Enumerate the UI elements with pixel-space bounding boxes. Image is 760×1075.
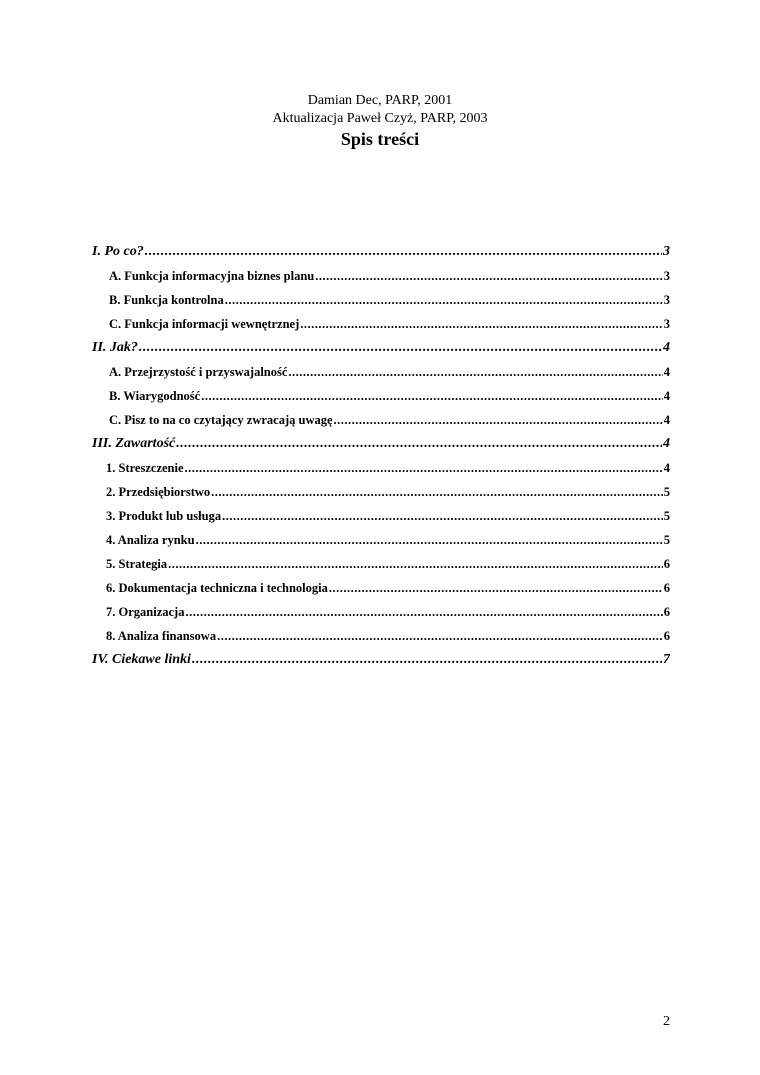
toc-entry[interactable] [92, 552, 670, 576]
toc-entry[interactable] [92, 264, 670, 288]
toc-dot-leader [225, 288, 663, 312]
toc-dot-leader [185, 600, 662, 624]
table-of-contents [92, 240, 670, 672]
toc-dot-leader [217, 624, 663, 648]
toc-dot-leader [201, 384, 663, 408]
toc-entry-page: 3 [663, 269, 670, 283]
toc-entry-label: 2. Przedsiębiorstwo [106, 485, 211, 499]
toc-entry-label: B. Funkcja kontrolna [109, 293, 224, 307]
toc-dot-leader [329, 576, 663, 600]
toc-dot-leader [222, 504, 663, 528]
toc-entry-label: C. Funkcja informacji wewnętrznej [109, 317, 300, 331]
toc-dot-leader [139, 336, 662, 360]
toc-entry-page: 4 [663, 365, 670, 379]
toc-entry-page: 5 [663, 533, 670, 547]
toc-entry[interactable] [92, 576, 670, 600]
toc-entry[interactable] [92, 312, 670, 336]
toc-entry[interactable] [92, 288, 670, 312]
toc-entry-page: 4 [663, 413, 670, 427]
page-number: 2 [663, 1014, 670, 1029]
toc-dot-leader [168, 552, 663, 576]
toc-entry[interactable] [92, 240, 670, 264]
toc-entry[interactable] [92, 384, 670, 408]
toc-entry-page: 6 [663, 557, 670, 571]
toc-entry-page: 6 [663, 629, 670, 643]
toc-entry-label: 1. Streszczenie [106, 461, 184, 475]
toc-entry-page: 5 [663, 485, 670, 499]
toc-entry-label: C. Pisz to na co czytający zwracają uwagę [109, 413, 333, 427]
toc-dot-leader [196, 528, 663, 552]
document-header [0, 92, 760, 150]
toc-entry[interactable] [92, 480, 670, 504]
toc-dot-leader [176, 432, 662, 456]
toc-entry[interactable] [92, 456, 670, 480]
toc-entry-page: 4 [663, 389, 670, 403]
toc-entry-label: B. Wiarygodność [109, 389, 201, 403]
toc-entry-page: 4 [663, 461, 670, 475]
toc-entry-label: A. Przejrzystość i przyswajalność [109, 365, 288, 379]
toc-dot-leader [211, 480, 663, 504]
toc-entry-page: 3 [663, 244, 670, 259]
toc-entry-label: II. Jak? [92, 340, 138, 355]
toc-entry-label: 4. Analiza rynku [106, 533, 195, 547]
toc-entry-label: 6. Dokumentacja techniczna i technologia [106, 581, 328, 595]
toc-entry[interactable] [92, 432, 670, 456]
toc-entry-label: I. Po co? [92, 244, 144, 259]
toc-entry-page: 7 [663, 652, 670, 667]
toc-entry[interactable] [92, 504, 670, 528]
toc-entry-label: IV. Ciekawe linki [92, 652, 191, 667]
toc-entry-page: 4 [663, 340, 670, 355]
toc-entry-page: 3 [663, 317, 670, 331]
toc-dot-leader [288, 360, 662, 384]
page-title: Spis treści [340, 129, 420, 149]
toc-dot-leader [192, 648, 662, 672]
toc-entry-label: 5. Strategia [106, 557, 168, 571]
toc-entry-label: 8. Analiza finansowa [106, 629, 217, 643]
toc-entry[interactable] [92, 360, 670, 384]
toc-entry-label: 7. Organizacja [106, 605, 185, 619]
toc-entry-label: 3. Produkt lub usługa [106, 509, 222, 523]
toc-entry[interactable] [92, 624, 670, 648]
toc-entry-page: 6 [663, 581, 670, 595]
toc-entry-page: 5 [663, 509, 670, 523]
toc-dot-leader [300, 312, 663, 336]
author-line: Damian Dec, PARP, 2001 [307, 93, 453, 108]
toc-entry-page: 4 [663, 436, 670, 451]
toc-entry[interactable] [92, 528, 670, 552]
toc-dot-leader [185, 456, 663, 480]
toc-dot-leader [145, 240, 662, 264]
toc-entry[interactable] [92, 600, 670, 624]
toc-entry-page: 3 [663, 293, 670, 307]
toc-entry-page: 6 [663, 605, 670, 619]
update-line: Aktualizacja Paweł Czyż, PARP, 2003 [272, 111, 488, 126]
toc-entry-label: A. Funkcja informacyjna biznes planu [109, 269, 315, 283]
toc-entry[interactable] [92, 648, 670, 672]
toc-entry[interactable] [92, 336, 670, 360]
toc-dot-leader [334, 408, 663, 432]
toc-entry[interactable] [92, 408, 670, 432]
toc-entry-label: III. Zawartość [92, 436, 176, 451]
toc-dot-leader [315, 264, 663, 288]
